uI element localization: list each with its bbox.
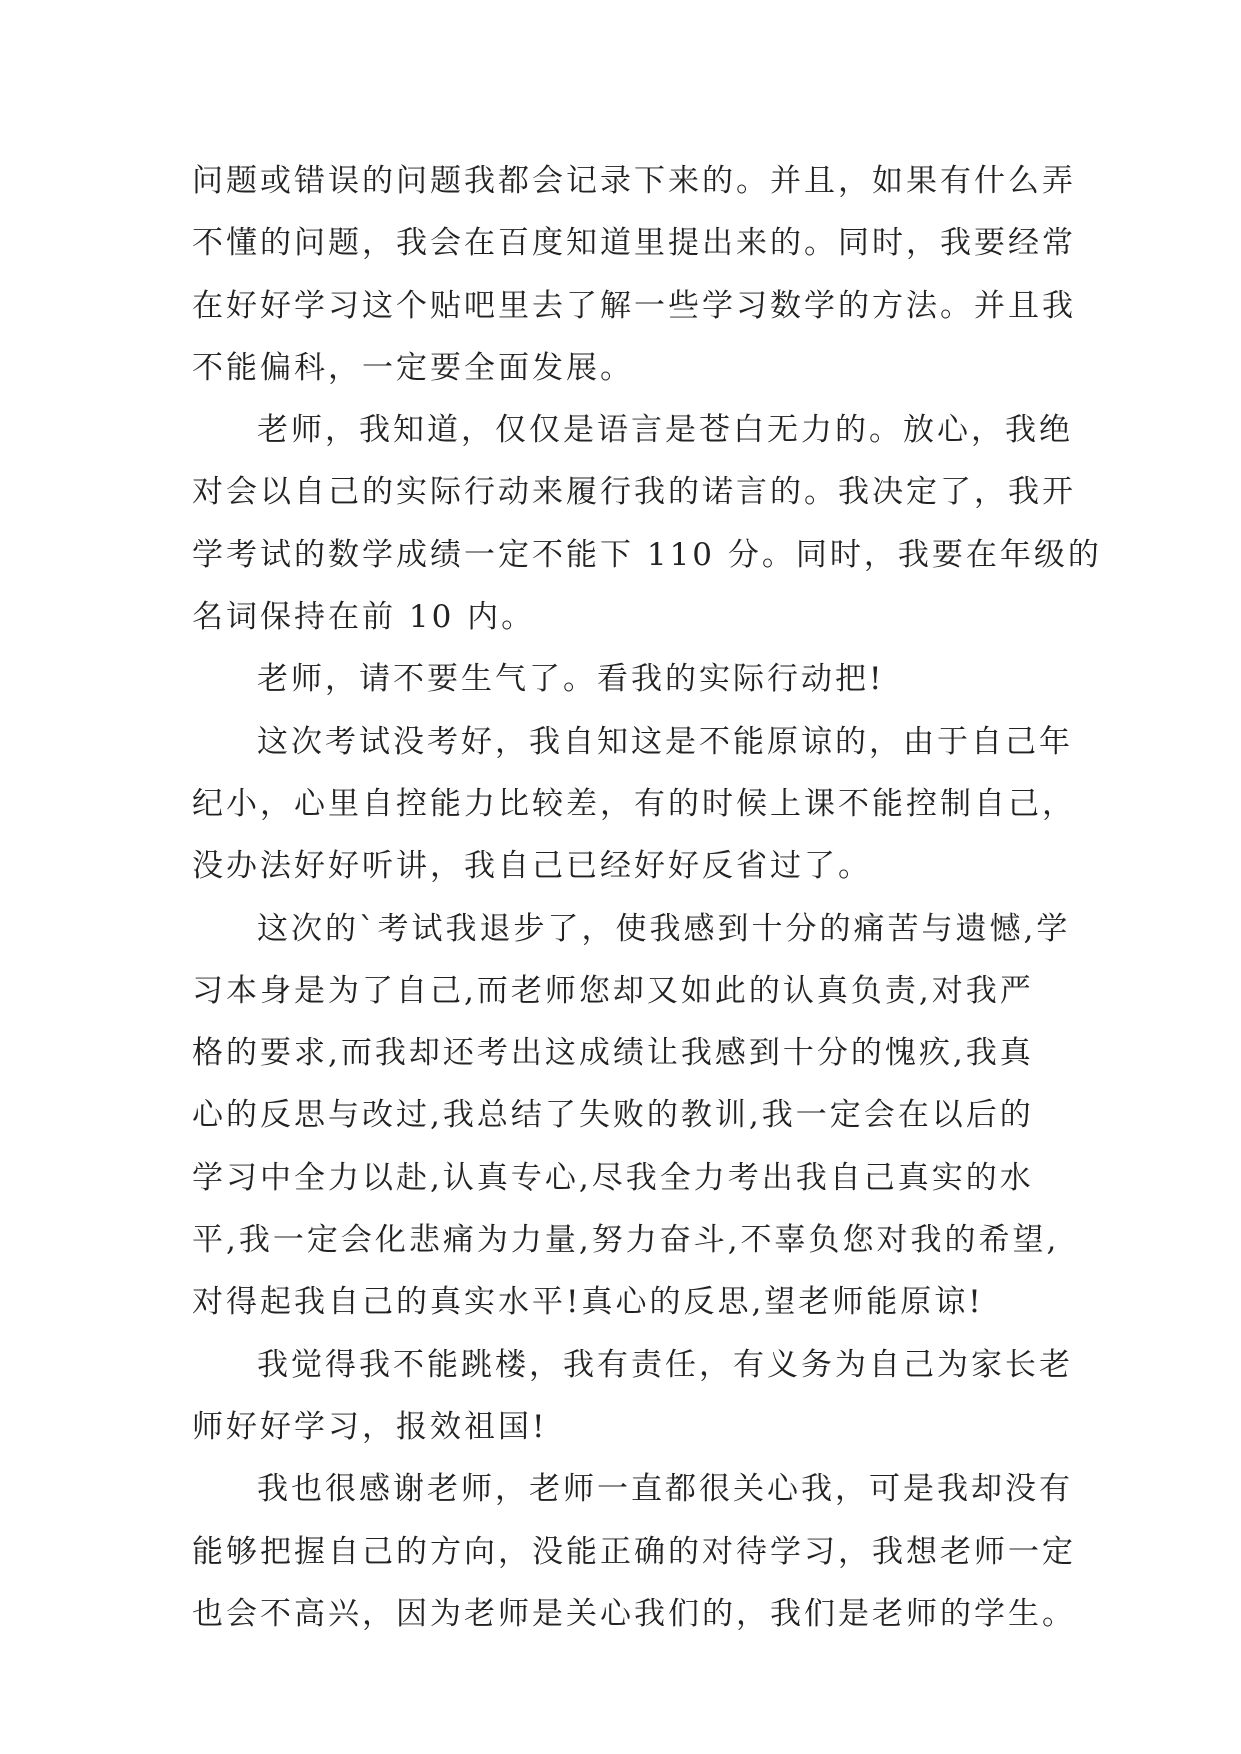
text-line: 我也很感谢老师，老师一直都很关心我，可是我却没有 [257,1471,1073,1508]
text-line: 心的反思与改过,我总结了失败的教训,我一定会在以后的 [192,1097,1034,1134]
text-line: 在好好学习这个贴吧里去了解一些学习数学的方法。并且我 [192,287,1076,324]
paragraph [192,1334,1072,1459]
text-line: 这次考试没考好，我自知这是不能原谅的，由于自己年 [257,723,1073,760]
paragraph [192,399,1102,648]
paragraph [192,150,1076,399]
paragraph [192,898,1072,1334]
text-line: 不懂的问题，我会在百度知道里提出来的。同时，我要经常 [192,225,1076,262]
text-line: 对得起我自己的真实水平!真心的反思,望老师能原谅! [192,1284,984,1321]
paragraph [192,648,1072,710]
text-line: 没办法好好听讲，我自己已经好好反省过了。 [192,848,872,885]
text-line: 习本身是为了自己,而老师您却又如此的认真负责,对我严 [192,972,1034,1009]
text-line: 也会不高兴，因为老师是关心我们的，我们是老师的学生。 [192,1595,1076,1632]
paragraph [192,711,1076,898]
paragraph [192,1458,1076,1645]
text-line: 学考试的数学成绩一定不能下 110 分。同时，我要在年级的 [192,536,1102,573]
text-line: 平,我一定会化悲痛为力量,努力奋斗,不辜负您对我的希望, [192,1222,1060,1259]
text-line: 纪小，心里自控能力比较差，有的时候上课不能控制自己， [192,785,1076,822]
text-line: 能够把握自己的方向，没能正确的对待学习，我想老师一定 [192,1533,1076,1570]
text-line: 我觉得我不能跳楼，我有责任，有义务为自己为家长老 [257,1346,1073,1383]
text-line: 不能偏科，一定要全面发展。 [192,349,634,386]
text-line: 格的要求,而我却还考出这成绩让我感到十分的愧疚,我真 [192,1035,1034,1072]
text-line: 这次的`考试我退步了，使我感到十分的痛苦与遗憾,学 [257,910,1071,947]
text-line: 老师，我知道，仅仅是语言是苍白无力的。放心，我绝 [257,412,1073,449]
text-line: 名词保持在前 10 内。 [192,599,536,636]
text-line: 师好好学习，报效祖国! [192,1408,548,1445]
text-line: 学习中全力以赴,认真专心,尽我全力考出我自己真实的水 [192,1159,1034,1196]
text-line: 老师，请不要生气了。看我的实际行动把! [257,661,885,698]
text-line: 对会以自己的实际行动来履行我的诺言的。我决定了，我开 [192,474,1076,511]
document-body [192,150,1102,1645]
text-line: 问题或错误的问题我都会记录下来的。并且，如果有什么弄 [192,163,1076,199]
